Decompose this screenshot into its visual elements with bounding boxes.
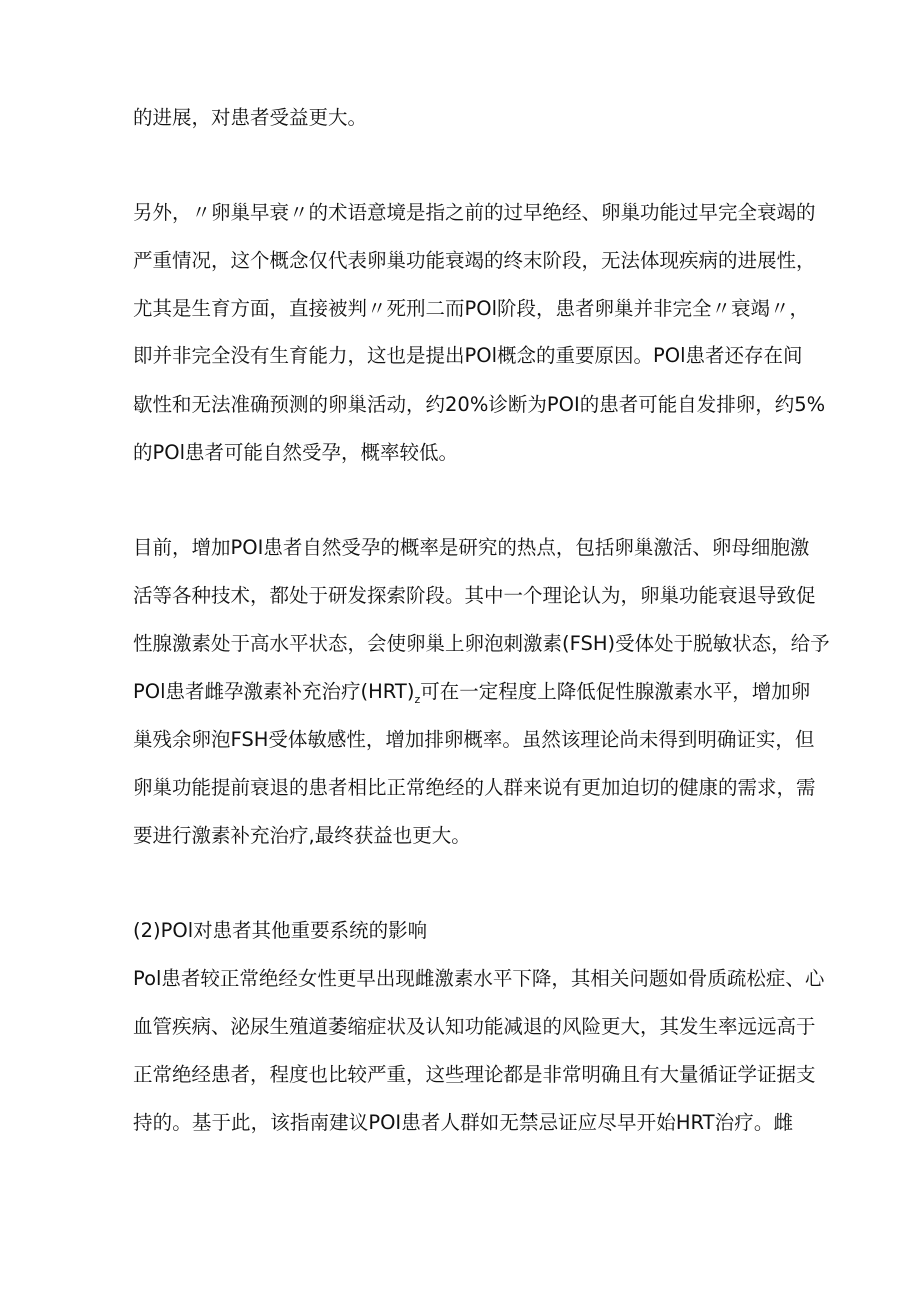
- paragraph-4-line-1: Pol患者较正常绝经女性更早出现雌激素水平下降，其相关问题如骨质疏松症、心: [133, 967, 825, 990]
- paragraph-2-line-5: 歇性和无法准确预测的卵巢活动，约20%诊断为POI的患者可能自发排卵，约5%: [133, 393, 826, 416]
- paragraph-1-line-1: 的进展，对患者受益更大。: [133, 106, 368, 129]
- paragraph-3-line-4: [133, 678, 811, 714]
- paragraph-3-line-4-part-1: POl患者雌孕激素补充治疗(HRT): [133, 680, 415, 703]
- subscript-mark: z: [414, 693, 421, 706]
- paragraph-2-line-4: 即并非完全没有生育能力，这也是提出POl概念的重要原因。POl患者还存在间: [133, 344, 803, 367]
- paragraph-2-line-2: 严重情况，这个概念仅代表卵巢功能衰竭的终末阶段，无法体现疾病的进展性，: [133, 249, 816, 272]
- paragraph-3-line-5: 巢残余卵泡FSH受体敏感性，增加排卵概率。虽然该理论尚未得到明确证实，但: [133, 728, 815, 751]
- paragraph-2-line-1: 另外，〃卵巢早衰〃的术语意境是指之前的过早绝经、卵巢功能过早完全衰竭的: [133, 201, 816, 224]
- paragraph-3-line-2: 活等各种技术，都处于研发探索阶段。其中一个理论认为，卵巢功能衰退导致促: [133, 584, 816, 607]
- paragraph-3-line-4-part-2: 可在一定程度上降低促性腺激素水平，增加卵: [420, 680, 811, 703]
- paragraph-4-line-3: 正常绝经患者，程度也比较严重，这些理论都是非常明确且有大量循证学证据支: [133, 1063, 816, 1086]
- paragraph-3-line-1: 目前，增加POI患者自然受孕的概率是研究的热点，包括卵巢激活、卵母细胞激: [133, 536, 810, 559]
- paragraph-4-line-2: 血管疾病、泌尿生殖道萎缩症状及认知功能减退的风险更大，其发生率远远高于: [133, 1015, 816, 1038]
- paragraph-3-line-6: 卵巢功能提前衰退的患者相比正常绝经的人群来说有更加迫切的健康的需求，需: [133, 776, 816, 799]
- paragraph-3-line-7: 要进行激素补充治疗,最终获益也更大。: [133, 824, 471, 847]
- section-heading: (2)POl对患者其他重要系统的影响: [133, 919, 428, 942]
- paragraph-2-line-6: 的POl患者可能自然受孕，概率较低。: [133, 441, 459, 464]
- paragraph-4-line-4: 持的。基于此，该指南建议POI患者人群如无禁忌证应尽早开始HRT治疗。雌: [133, 1111, 793, 1134]
- paragraph-3-line-3: 性腺激素处于高水平状态，会使卵巢上卵泡刺激素(FSH)受体处于脱敏状态，给予: [133, 632, 830, 655]
- paragraph-2-line-3: 尤其是生育方面，直接被判〃死刑二而POl阶段，患者卵巢并非完全〃衰竭〃，: [133, 297, 810, 320]
